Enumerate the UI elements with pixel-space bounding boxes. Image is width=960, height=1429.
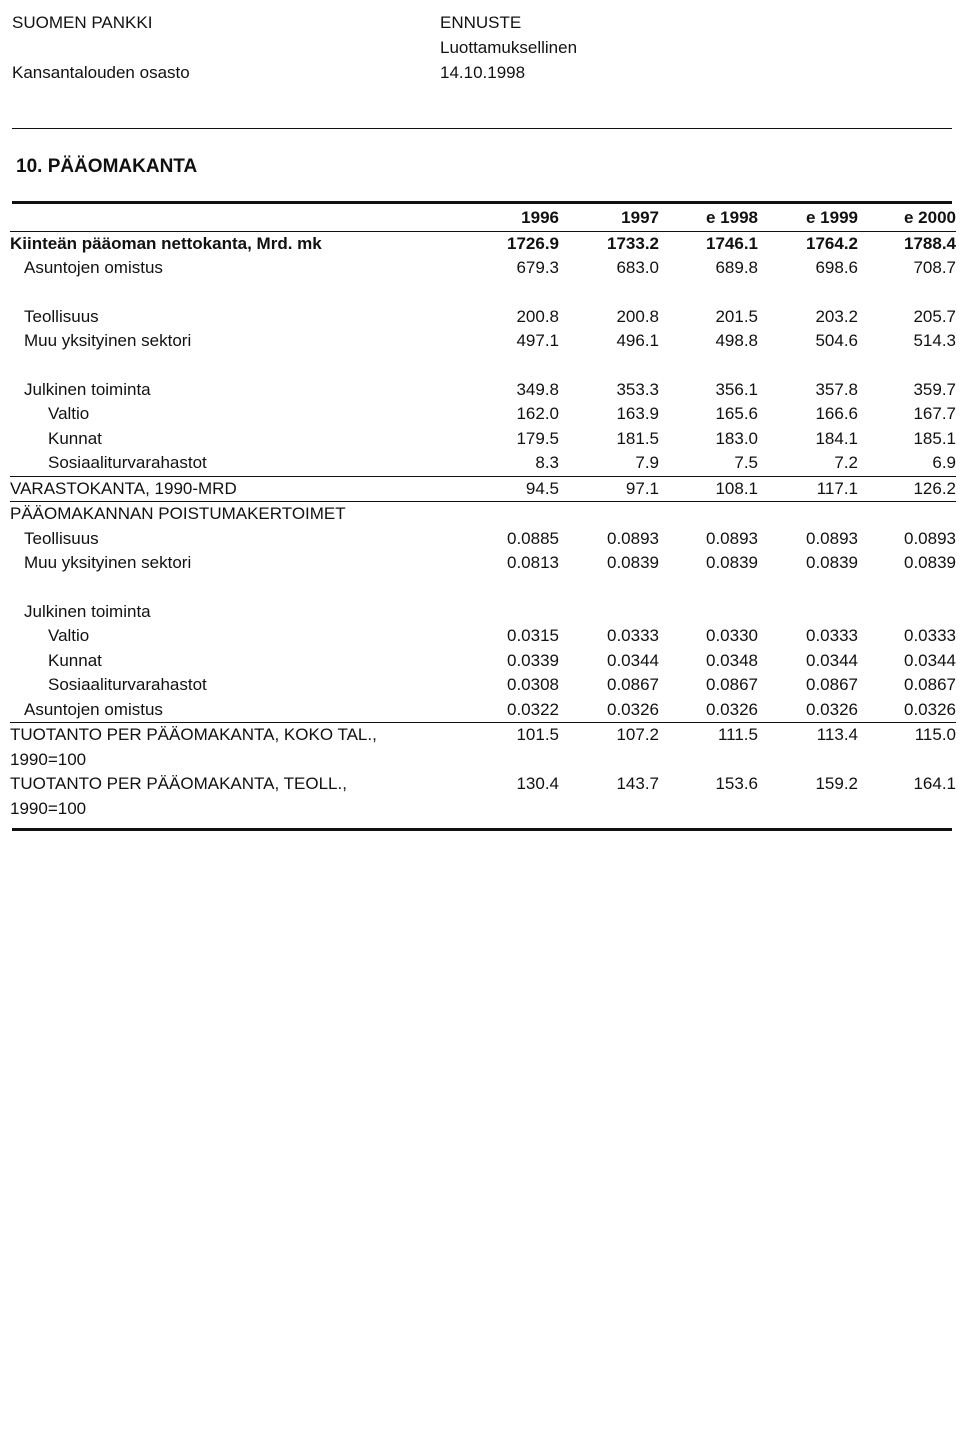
table-row: [10, 476, 956, 502]
spacer-row: [10, 354, 956, 378]
cell: 0.0322: [466, 698, 559, 723]
cell: 353.3: [616, 379, 659, 399]
cell: 166.6: [815, 404, 858, 423]
table-row: [10, 427, 956, 452]
cell: 94.5: [466, 476, 559, 502]
table-bottom-rule: [12, 828, 952, 831]
year-header: e 1999: [806, 208, 858, 227]
cell: 1746.1: [659, 231, 758, 256]
cell: 0.0885: [507, 528, 559, 548]
row-label: Kiinteän pääoman nettokanta, Mrd. mk: [10, 231, 466, 256]
cell: 163.9: [616, 404, 659, 423]
cell: 0.0339: [507, 650, 559, 670]
cell: 184.1: [815, 428, 858, 448]
cell: 0.0344: [806, 650, 858, 670]
row-label: Asuntojen omistus: [10, 698, 466, 723]
cell: 200.8: [616, 306, 659, 326]
cell: 0.0326: [758, 698, 858, 723]
row-label-line2: 1990=100: [10, 798, 87, 818]
table-row: [10, 698, 956, 723]
cell: 708.7: [913, 258, 956, 277]
cell: 0.0344: [607, 650, 659, 670]
cell: 130.4: [516, 774, 559, 793]
row-label: Muu yksityinen sektori: [24, 331, 192, 350]
cell: 0.0326: [659, 698, 758, 723]
cell: 0.0893: [806, 528, 858, 548]
cell: 359.7: [913, 379, 956, 399]
cell: 101.5: [516, 725, 559, 744]
cell: 0.0893: [706, 528, 758, 548]
cell: 679.3: [516, 258, 559, 277]
cell: 7.9: [559, 451, 659, 476]
cell: 356.1: [715, 379, 758, 399]
cell: 0.0839: [706, 553, 758, 572]
cell: 0.0813: [507, 553, 559, 572]
cell: 162.0: [516, 404, 559, 423]
spacer-row: [10, 576, 956, 600]
row-label: Sosiaaliturvarahastot: [48, 675, 207, 694]
row-label: VARASTOKANTA, 1990-MRD: [10, 476, 466, 502]
cell: 7.5: [659, 451, 758, 476]
cell: 496.1: [616, 331, 659, 350]
cell: 113.4: [816, 725, 858, 744]
cell: 0.0839: [607, 553, 659, 572]
cell: 126.2: [858, 476, 956, 502]
cell: 504.6: [815, 331, 858, 350]
row-label: Teollisuus: [24, 528, 99, 548]
table-row: [10, 649, 956, 674]
row-label-line1: TUOTANTO PER PÄÄOMAKANTA, TEOLL.,: [10, 774, 347, 793]
cell: 165.6: [715, 404, 758, 423]
department-name: Kansantalouden osasto: [12, 63, 190, 82]
spacer-row: [10, 281, 956, 305]
table-row: [10, 231, 956, 256]
table-row: [10, 673, 956, 698]
row-label: Valtio: [48, 404, 90, 423]
table-row: [10, 527, 956, 552]
cell: 0.0333: [607, 626, 659, 645]
cell: 0.0839: [806, 553, 858, 572]
table-row: [10, 305, 956, 330]
cell: 0.0308: [507, 675, 559, 694]
row-label: Muu yksityinen sektori: [24, 553, 192, 572]
cell: 117.1: [758, 476, 858, 502]
row-label: Asuntojen omistus: [24, 258, 163, 277]
cell: 159.2: [815, 774, 858, 793]
cell: 0.0330: [706, 626, 758, 645]
cell: 0.0348: [706, 650, 758, 670]
cell: 0.0893: [607, 528, 659, 548]
cell: 108.1: [659, 476, 758, 502]
cell: 0.0867: [706, 675, 758, 694]
table-row: [10, 723, 956, 773]
cell: 143.7: [616, 774, 659, 793]
cell: 0.0867: [806, 675, 858, 694]
year-header: 1996: [521, 208, 559, 227]
row-label: [10, 723, 466, 773]
cell: 1788.4: [858, 231, 956, 256]
cell: 181.5: [616, 428, 659, 448]
row-label: Julkinen toiminta: [24, 379, 151, 399]
classification: Luottamuksellinen: [440, 38, 578, 57]
cell: 0.0326: [559, 698, 659, 723]
cell: 698.6: [815, 258, 858, 277]
document-date: 14.10.1998: [440, 63, 526, 82]
table-row: [10, 329, 956, 354]
cell: 1726.9: [466, 231, 559, 256]
cell: 200.8: [516, 306, 559, 326]
row-label: PÄÄOMAKANNAN POISTUMAKERTOIMET: [10, 504, 346, 523]
table-row: [10, 551, 956, 576]
table-row: [10, 772, 956, 821]
capital-stock-table: [10, 206, 956, 821]
row-label: Sosiaaliturvarahastot: [10, 451, 466, 476]
table-row: [10, 402, 956, 427]
cell: 7.2: [758, 451, 858, 476]
row-label-line1: TUOTANTO PER PÄÄOMAKANTA, KOKO TAL.,: [10, 725, 377, 744]
cell: 205.7: [913, 306, 956, 326]
year-header: e 2000: [904, 208, 956, 227]
document-type: ENNUSTE: [440, 13, 522, 32]
cell: 111.5: [717, 725, 758, 744]
cell: 514.3: [913, 331, 956, 350]
table-top-rule: [12, 201, 952, 204]
table-row: [10, 256, 956, 281]
cell: 153.6: [715, 774, 758, 793]
row-label-line2: 1990=100: [10, 749, 87, 769]
row-label: [10, 772, 466, 821]
header-rule: [12, 128, 952, 129]
cell: 357.8: [815, 379, 858, 399]
cell: 115.0: [914, 725, 956, 744]
table-row: [10, 378, 956, 403]
cell: 0.0867: [904, 675, 956, 694]
section-title: 10. PÄÄOMAKANTA: [16, 156, 198, 177]
year-header: e 1998: [706, 208, 758, 227]
row-label: Valtio: [48, 626, 90, 645]
cell: 0.0326: [858, 698, 956, 723]
year-header: 1997: [621, 208, 659, 227]
cell: 0.0315: [507, 626, 559, 645]
row-label: Kunnat: [48, 650, 102, 670]
cell: 0.0333: [904, 626, 956, 645]
cell: 497.1: [516, 331, 559, 350]
cell: 203.2: [815, 306, 858, 326]
cell: 683.0: [616, 258, 659, 277]
table-row: [10, 451, 956, 476]
cell: 1764.2: [758, 231, 858, 256]
row-label: Kunnat: [48, 428, 102, 448]
cell: 0.0839: [904, 553, 956, 572]
cell: 164.1: [913, 774, 956, 793]
cell: 201.5: [715, 306, 758, 326]
cell: 0.0333: [806, 626, 858, 645]
row-label: Teollisuus: [24, 306, 99, 326]
cell: 0.0867: [607, 675, 659, 694]
cell: 689.8: [715, 258, 758, 277]
cell: 498.8: [715, 331, 758, 350]
cell: 0.0344: [904, 650, 956, 670]
cell: 8.3: [466, 451, 559, 476]
table-header-row: [10, 206, 956, 231]
cell: 1733.2: [559, 231, 659, 256]
org-name: SUOMEN PANKKI: [12, 13, 153, 32]
table-row: [10, 502, 956, 527]
cell: 6.9: [858, 451, 956, 476]
cell: 0.0893: [904, 528, 956, 548]
cell: 167.7: [913, 404, 956, 423]
cell: 349.8: [516, 379, 559, 399]
row-label: Julkinen toiminta: [24, 601, 151, 621]
table-row: [10, 624, 956, 649]
cell: 107.2: [616, 725, 659, 744]
cell: 179.5: [516, 428, 559, 448]
table-row: [10, 600, 956, 625]
cell: 183.0: [715, 428, 758, 448]
cell: 97.1: [559, 476, 659, 502]
cell: 185.1: [913, 428, 956, 448]
